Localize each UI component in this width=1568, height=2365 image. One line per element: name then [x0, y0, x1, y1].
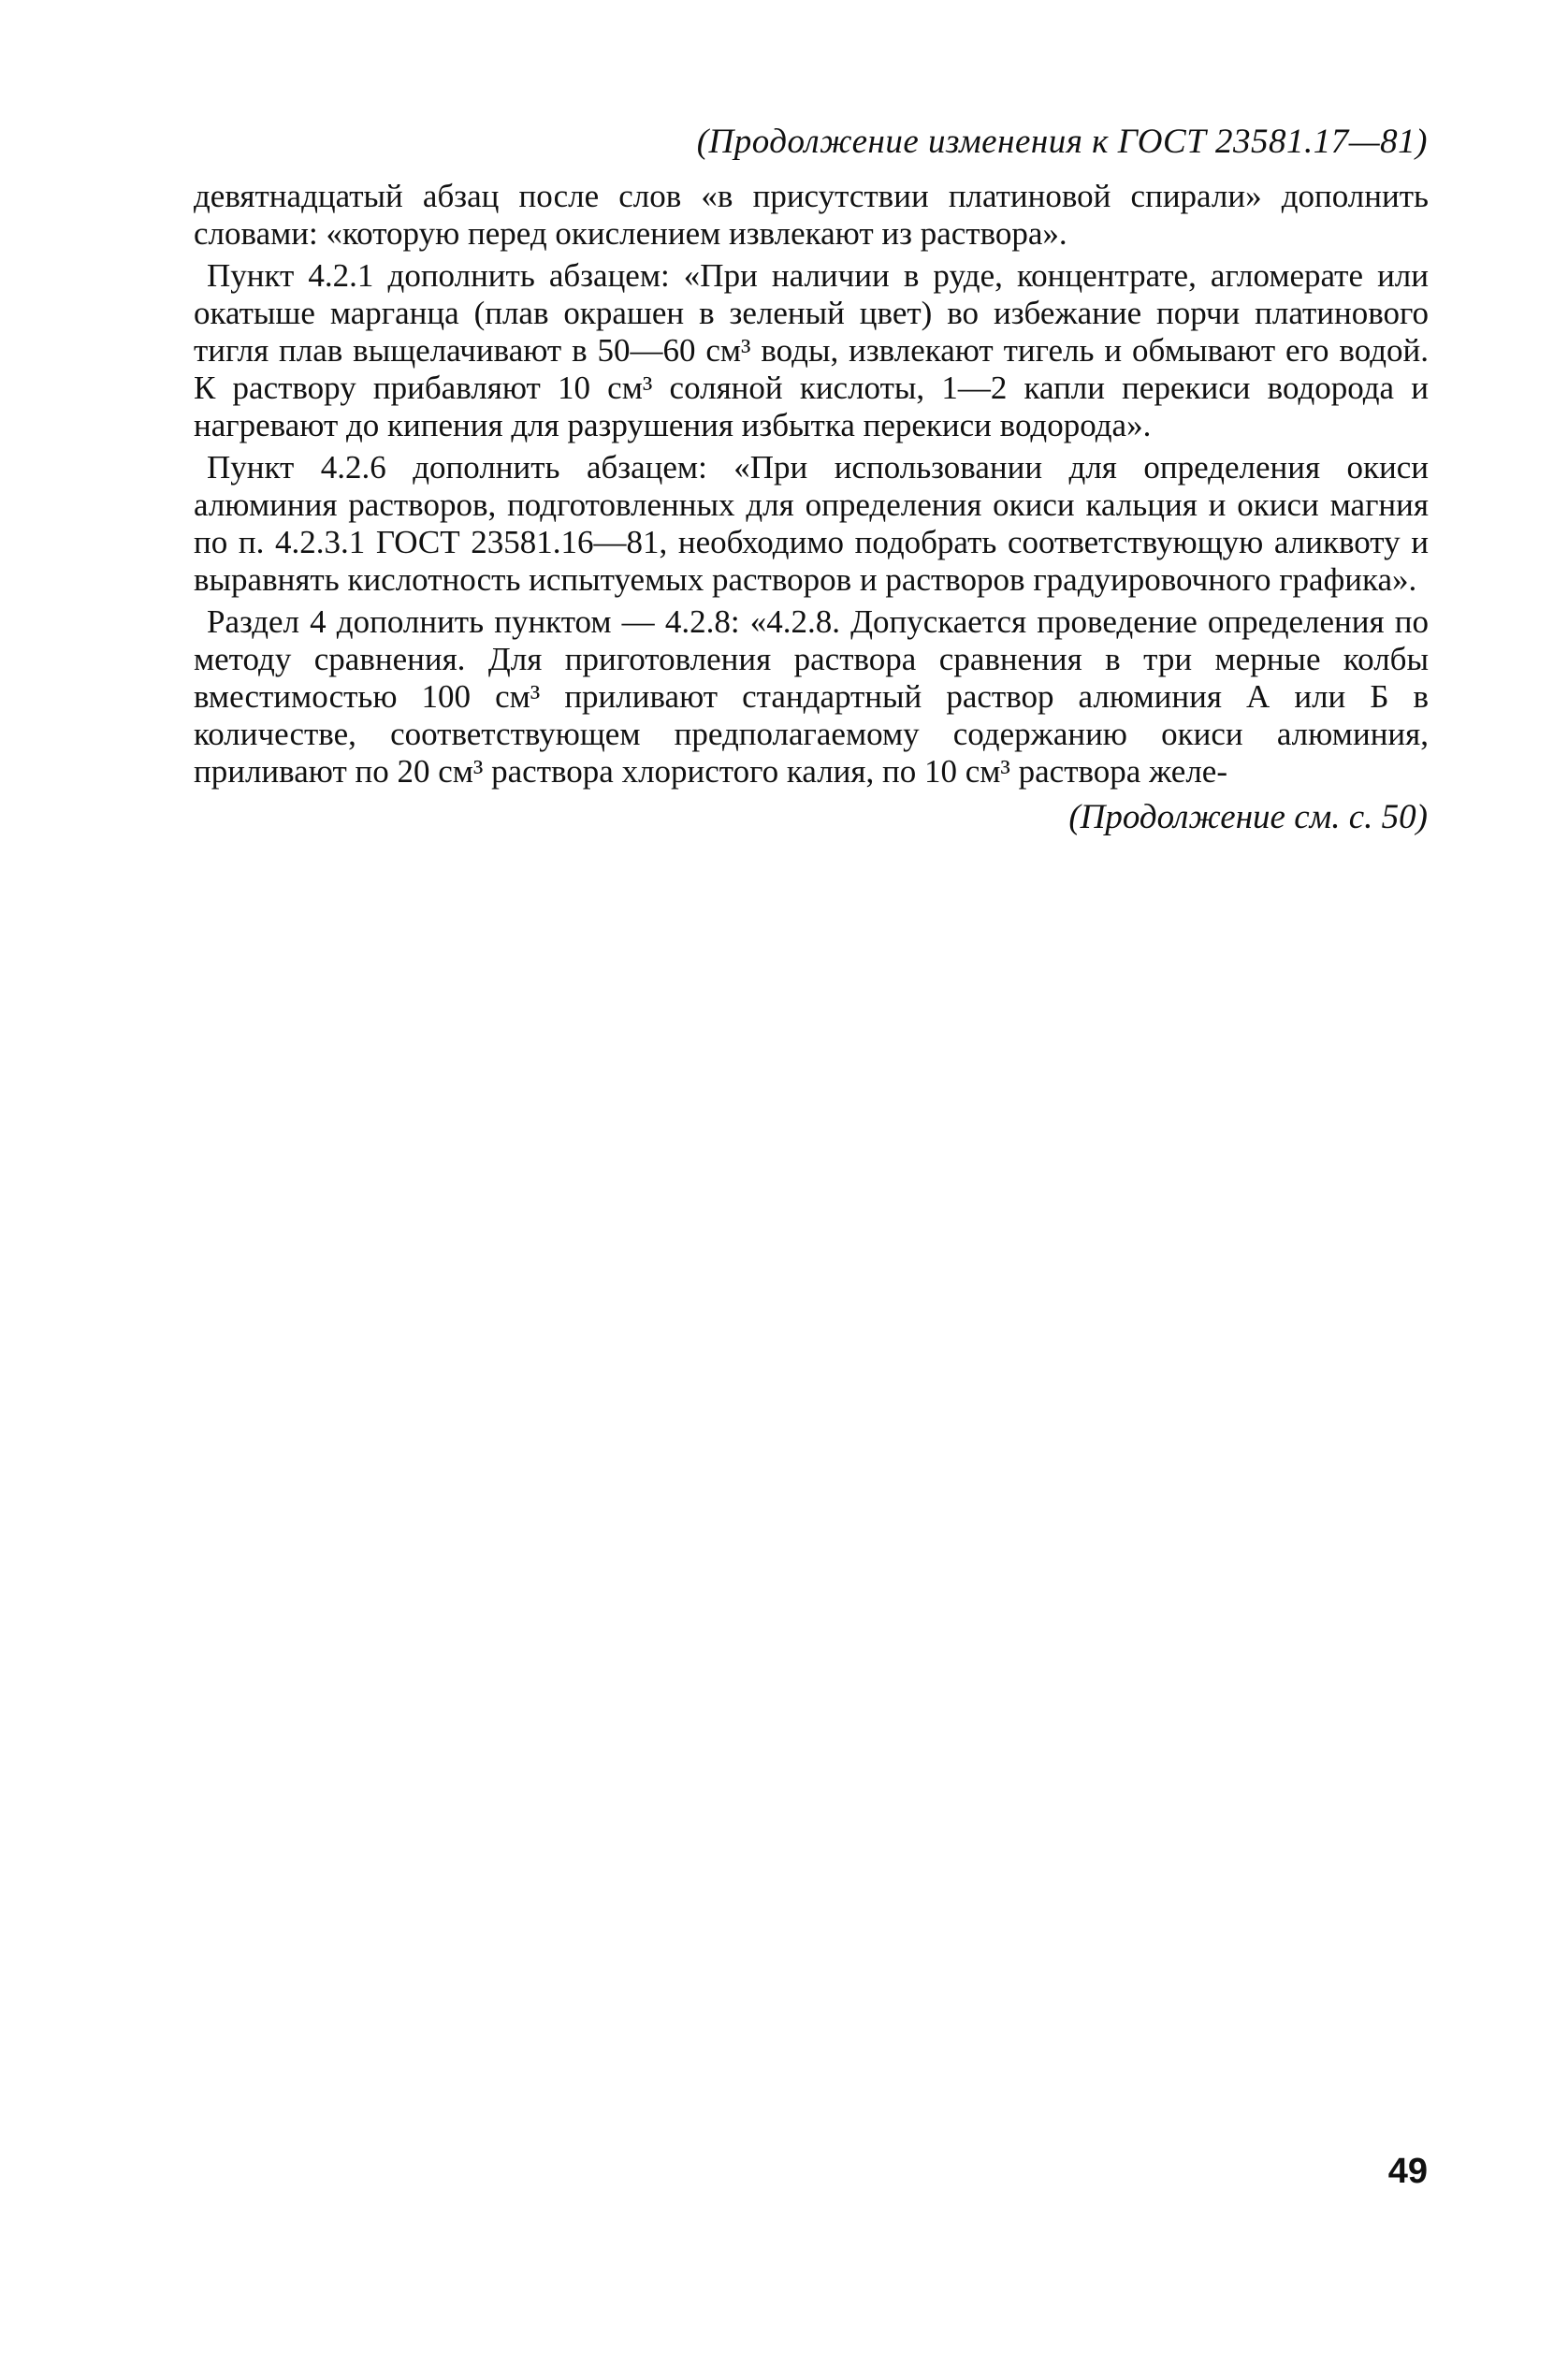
paragraph-2: Пункт 4.2.1 дополнить абзацем: «При наличии в руде, концентрате, агломерате или окатыше марганца (плав окрашен в зеленый цвет) во избежание порчи платинового тигля плав выщелачивают в 50—60 см³ воды, извлекают тигель и обмывают его водой. К раствору прибавляют 10 см³ соляной кислоты, 1—2 капли перекиси водорода и нагревают до кипения для разрушения избытка перекиси водорода».: [194, 257, 1429, 443]
paragraph-4: Раздел 4 дополнить пунктом — 4.2.8: «4.2.8. Допускается проведение определения по методу сравнения. Для приготовления раствора сравнения в три мерные колбы вместимостью 100 см³ приливают стандартный раствор алюминия А или Б в количестве, соответствующем предполагаемому содержанию окиси алюминия, приливают по 20 см³ раствора хлористого калия, по 10 см³ раствора желе-: [194, 603, 1429, 790]
running-header: (Продолжение изменения к ГОСТ 23581.17—81): [696, 123, 1428, 161]
continuation-note: (Продолжение см. с. 50): [1068, 798, 1428, 836]
body-text: [194, 178, 1429, 795]
paragraph-3: Пункт 4.2.6 дополнить абзацем: «При использовании для определения окиси алюминия растворов, подготовленных для определения окиси кальция и окиси магния по п. 4.2.3.1 ГОСТ 23581.16—81, необходимо подобрать соответствующую аликвоту и выравнять кислотность испытуемых растворов и растворов градуировочного графика».: [194, 449, 1429, 598]
paragraph-1: девятнадцатый абзац после слов «в присутствии платиновой спирали» дополнить словами: «которую перед окислением извлекают из раствора».: [194, 178, 1429, 252]
page-number: 49: [1387, 2152, 1428, 2191]
